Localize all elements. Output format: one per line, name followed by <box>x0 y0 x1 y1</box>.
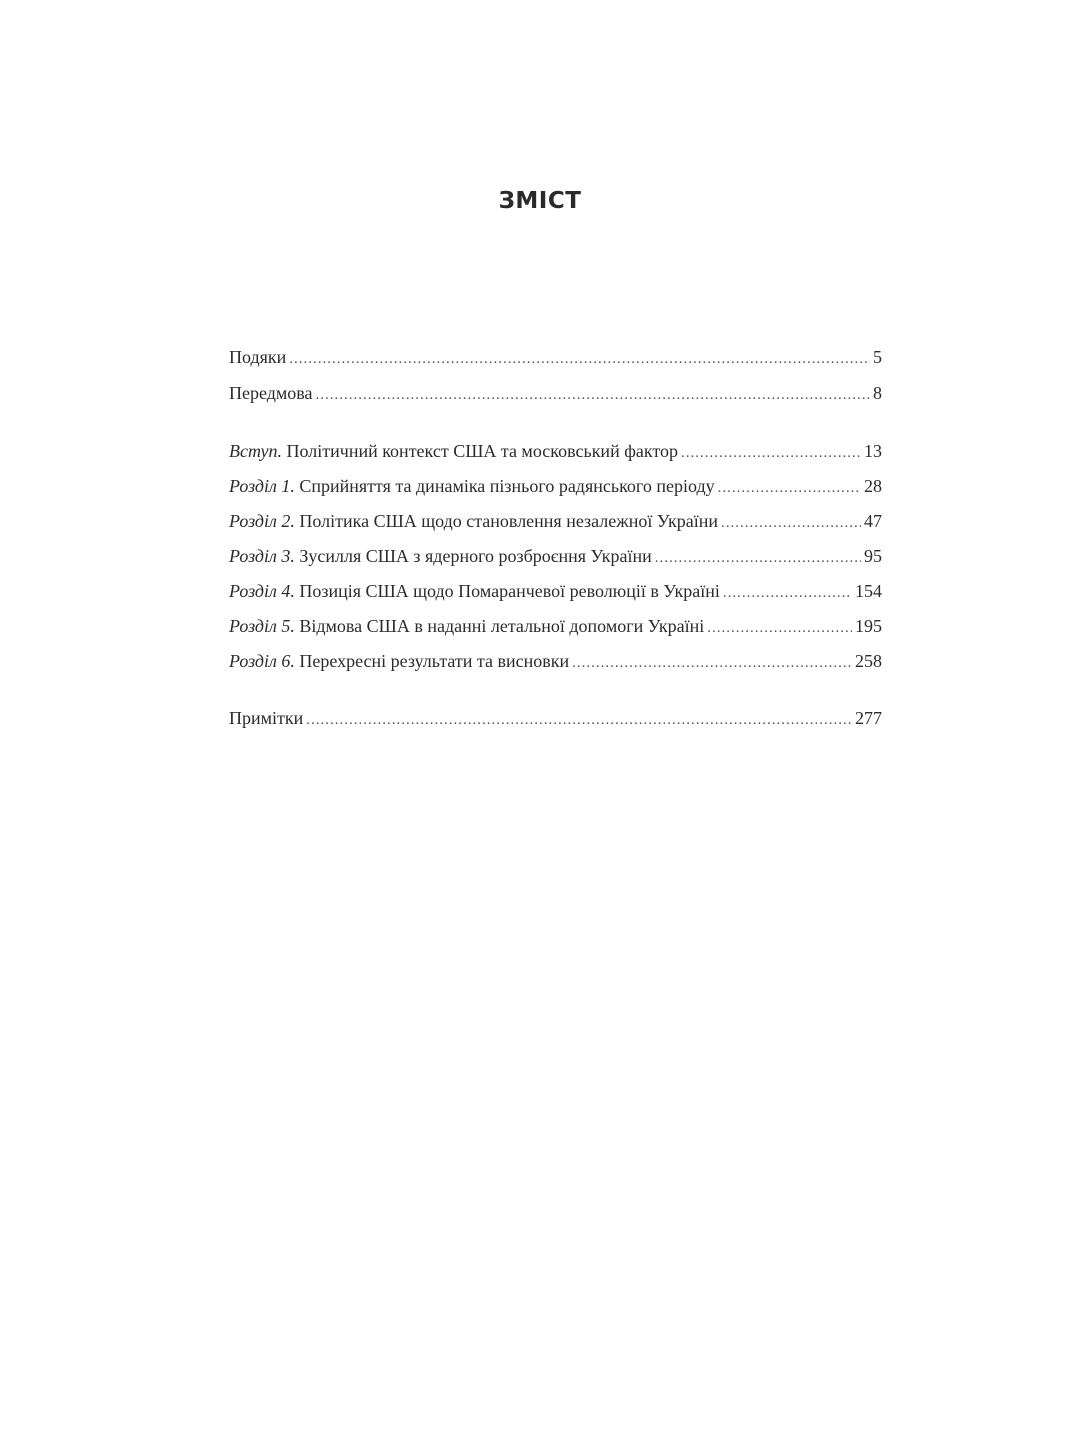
toc-entry-notes <box>229 705 882 731</box>
toc-page-number: 195 <box>855 616 882 636</box>
toc-entry-label <box>229 344 286 370</box>
toc-entry-label <box>229 473 715 499</box>
toc-page-number: 277 <box>855 708 882 728</box>
toc-entry-label <box>229 438 678 464</box>
toc-page-number: 95 <box>864 546 882 566</box>
toc-entry-label <box>229 380 313 406</box>
toc-entry-preface <box>229 380 882 406</box>
dot-leader <box>707 615 852 641</box>
toc-entry-title: Політика США щодо становлення незалежної України <box>299 511 719 531</box>
dot-leader <box>572 650 852 676</box>
toc-entry-title: Відмова США в наданні летальної допомоги Україні <box>299 616 705 636</box>
toc-entry-prefix: Розділ 3. <box>229 546 295 566</box>
toc-page-number: 28 <box>864 476 882 496</box>
toc-entry-prefix: Розділ 1. <box>229 476 295 496</box>
dot-leader <box>718 475 861 501</box>
toc-entry-acknowledgements <box>229 344 882 370</box>
toc-page-number: 8 <box>873 383 882 403</box>
toc-entry-label <box>229 543 652 569</box>
toc-entry-prefix: Розділ 4. <box>229 581 295 601</box>
toc-entry-title: Примітки <box>229 708 304 728</box>
dot-leader <box>655 545 861 571</box>
dot-leader <box>316 382 870 408</box>
toc-entry-label <box>229 613 704 639</box>
toc-entry-title: Подяки <box>229 347 287 367</box>
toc-entry-title: Сприйняття та динаміка пізнього радянського періоду <box>299 476 715 496</box>
toc-entry-label <box>229 578 720 604</box>
toc-entry-title: Політичний контекст США та московський фактор <box>286 441 678 461</box>
toc-entry-label <box>229 648 569 674</box>
toc-entry-chapter-1 <box>229 473 882 499</box>
toc-entry-label <box>229 705 303 731</box>
dot-leader <box>681 440 861 466</box>
toc-entry-prefix: Розділ 6. <box>229 651 295 671</box>
toc-entry-chapter-2 <box>229 508 882 534</box>
dot-leader <box>306 707 852 733</box>
dot-leader <box>723 580 852 606</box>
toc-entry-prefix: Вступ. <box>229 441 283 461</box>
toc-entry-chapter-6 <box>229 648 882 674</box>
dot-leader <box>289 346 870 372</box>
toc-entry-prefix: Розділ 5. <box>229 616 295 636</box>
page-title: ЗМІСТ <box>498 188 582 214</box>
toc-entry-title: Перехресні результати та висновки <box>299 651 570 671</box>
toc-entry-label <box>229 508 718 534</box>
toc-entry-title: Позиція США щодо Помаранчевої революції в Україні <box>299 581 720 601</box>
dot-leader <box>721 510 861 536</box>
toc-entry-chapter-4 <box>229 578 882 604</box>
toc-entry-title: Зусилля США з ядерного розброєння України <box>299 546 652 566</box>
toc-entry-prefix: Розділ 2. <box>229 511 295 531</box>
toc-entry-chapter-5 <box>229 613 882 639</box>
toc-entry-chapter-3 <box>229 543 882 569</box>
toc-page-number: 47 <box>864 511 882 531</box>
toc-entry-title: Передмова <box>229 383 313 403</box>
toc-entry-introduction <box>229 438 882 464</box>
toc-page-number: 258 <box>855 651 882 671</box>
toc-page-number: 13 <box>864 441 882 461</box>
toc-page-number: 5 <box>873 347 882 367</box>
toc-page-number: 154 <box>855 581 882 601</box>
